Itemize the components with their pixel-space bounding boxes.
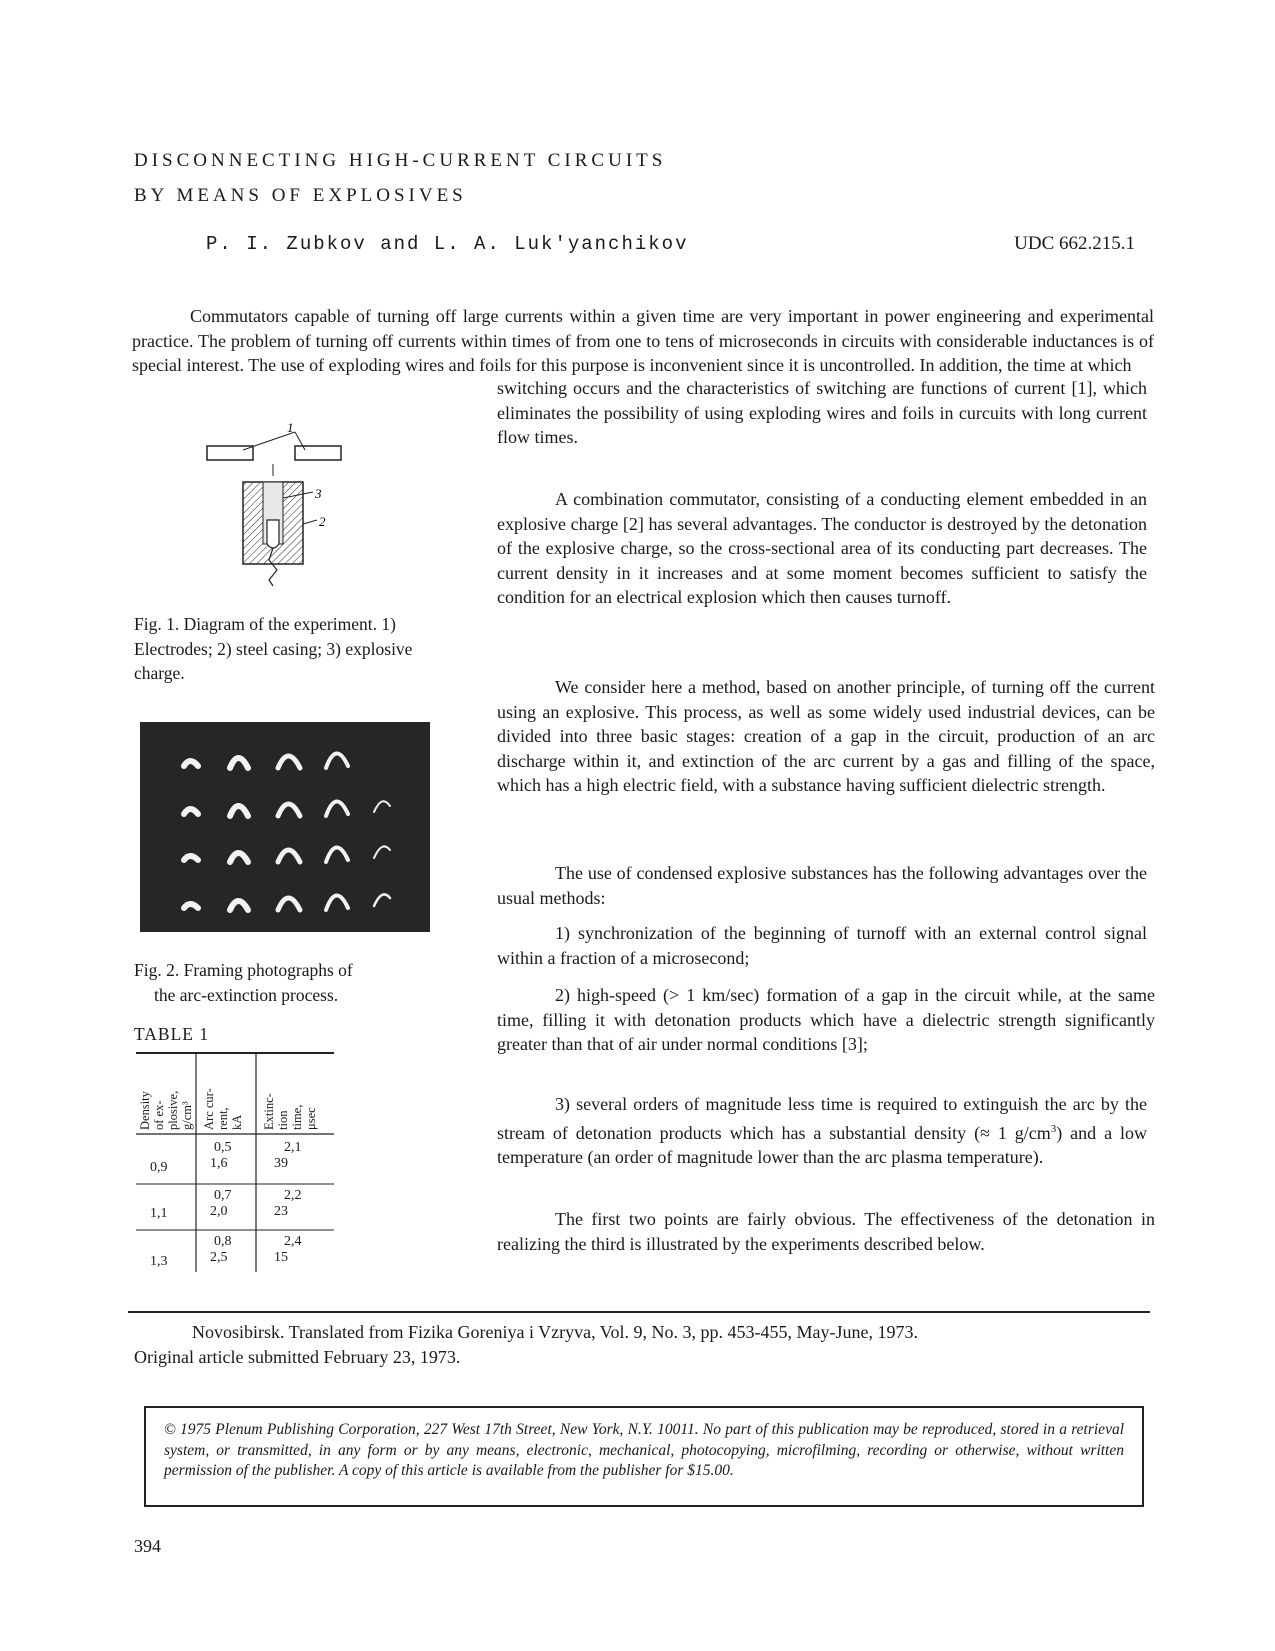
paragraph-6: 2) high-speed (> 1 km/sec) formation of a gap in the circuit while, at the same time, filling it with detonation products which have a dielectric strength significantly greater than that of air under normal conditions [3]; — [497, 985, 1155, 1054]
table-cell-density: 1,1 — [150, 1206, 168, 1221]
paragraph-2: A combination commutator, consisting of a conducting element embedded in an explosive charge [2] has several advantages. The conductor is destroyed by the detonation of the explosive charge, so the cross-sectional area of its conducting part decreases. The current density in it increases and at some moment becomes sufficient to satisfy the condition for an electrical explosion which then causes turnoff. — [497, 489, 1147, 607]
table-cell-time: 15 — [274, 1250, 288, 1265]
table-cell-current: 1,6 — [210, 1156, 228, 1171]
table-cell-current: 0,7 — [214, 1188, 232, 1203]
fig1-leader-2 — [303, 520, 317, 524]
footnote-source: Novosibirsk. Translated from Fizika Goreniya i Vzryva, Vol. 9, No. 3, pp. 453-455, May-June, 1973. — [192, 1322, 918, 1342]
paragraph-7-sup: 3 — [1050, 1122, 1057, 1135]
fig1-caption: Fig. 1. Diagram of the experiment. 1) Electrodes; 2) steel casing; 3) explosive charge. — [134, 614, 413, 683]
table-cell-current: 2,5 — [210, 1250, 228, 1265]
right-electrode — [295, 446, 341, 460]
data-table — [136, 1052, 336, 1272]
conductor — [267, 520, 279, 548]
fig2-framing-photographs — [140, 722, 430, 932]
page-number: 394 — [134, 1536, 161, 1556]
table-cell-current: 2,0 — [210, 1204, 228, 1219]
paragraph-7-a: 3) several orders of magnitude less time is required to extinguish the arc by the stream of detonation products which has a substantial density (≈ 1 g/cm — [497, 1094, 1147, 1143]
paragraph-8: The first two points are fairly obvious. The effectiveness of the detonation in realizing the third is illustrated by the experiments described below. — [497, 1209, 1155, 1254]
table-header-density: Density of ex- plosive, g/cm³ — [138, 1090, 194, 1130]
title-line-2: BY MEANS OF EXPLOSIVES — [134, 185, 467, 206]
footer-rule — [128, 1311, 1150, 1313]
table-header-arc-current: Arc cur- rent, kA — [202, 1088, 244, 1130]
left-electrode — [207, 446, 253, 460]
intro-paragraph: Commutators capable of turning off large currents within a given time are very important in power engineering and experimental practice. The problem of turning off currents within times of from one to tens of microseconds in circuits with considerable inductances is of special interest. The use of exploding wires and foils for this purpose is inconvenient since it is uncontrolled. In addition, the time at which — [132, 306, 1154, 375]
intro-paragraph-continued: switching occurs and the characteristics of switching are functions of current [1], which eliminates the possibility of using exploding wires and foils in curcuits with long current flow times. — [497, 378, 1147, 447]
table-cell-time: 2,4 — [284, 1234, 302, 1249]
paragraph-7-b: ) and a low temperature (an order of magnitude lower than the arc plasma temperature). — [497, 1122, 1147, 1167]
paragraph-5: 1) synchronization of the beginning of turnoff with an external control signal within a fraction of a microsecond; — [497, 923, 1147, 968]
table-title: TABLE 1 — [134, 1024, 210, 1044]
table-cell-time: 2,1 — [284, 1140, 302, 1155]
fig2-caption-line-1: Fig. 2. Framing photographs of — [134, 960, 353, 980]
table-cell-time: 39 — [274, 1156, 288, 1171]
udc-code: UDC 662.215.1 — [1014, 233, 1135, 254]
fig1-label-2: 2 — [319, 514, 326, 529]
table-header-extinction-time: Extinc- tion time, μsec — [262, 1093, 318, 1130]
fig2-caption-line-2: the arc-extinction process. — [154, 984, 339, 1005]
fig1-diagram — [195, 420, 365, 600]
footnote — [134, 1320, 1154, 1370]
footnote-submitted: Original article submitted February 23, 1973. — [134, 1347, 461, 1367]
paragraph-3: We consider here a method, based on another principle, of turning off the current using an explosive. This process, as well as some widely used industrial devices, can be divided into three basic stages: creation of a gap in the circuit, production of an arc discharge within it, and extinction of the arc current by a gas and filling of the space, which has a high electric field, with a substance having sufficient dielectric strength. — [497, 677, 1155, 795]
electrode-leader-b — [295, 432, 305, 450]
table-cell-time: 23 — [274, 1204, 288, 1219]
paragraph-7 — [497, 1092, 1147, 1170]
title-line-1: DISCONNECTING HIGH-CURRENT CIRCUITS — [134, 150, 667, 171]
table-cell-density: 0,9 — [150, 1160, 168, 1175]
fig2-caption — [134, 958, 444, 1007]
table-cell-current: 0,5 — [214, 1140, 232, 1155]
copyright-box — [144, 1406, 1144, 1507]
table-cell-density: 1,3 — [150, 1254, 168, 1269]
paragraph-4: The use of condensed explosive substances has the following advantages over the usual methods: — [497, 863, 1147, 908]
copyright-notice: © 1975 Plenum Publishing Corporation, 227 West 17th Street, New York, N.Y. 10011. No part of this publication may be reproduced, stored in a retrieval system, or transmitted, in any form or by any means, electronic, mechanical, photocopying, microfilming, recording or otherwise, without written permission of the publisher. A copy of this article is available from the publisher for $15.00. — [164, 1421, 1124, 1479]
table-cell-current: 0,8 — [214, 1234, 232, 1249]
fig1-label-3: 3 — [315, 486, 322, 501]
authors: P. I. Zubkov and L. A. Luk'yanchikov — [206, 233, 689, 255]
table-cell-time: 2,2 — [284, 1188, 302, 1203]
fig1-label-1: 1 — [287, 420, 294, 435]
